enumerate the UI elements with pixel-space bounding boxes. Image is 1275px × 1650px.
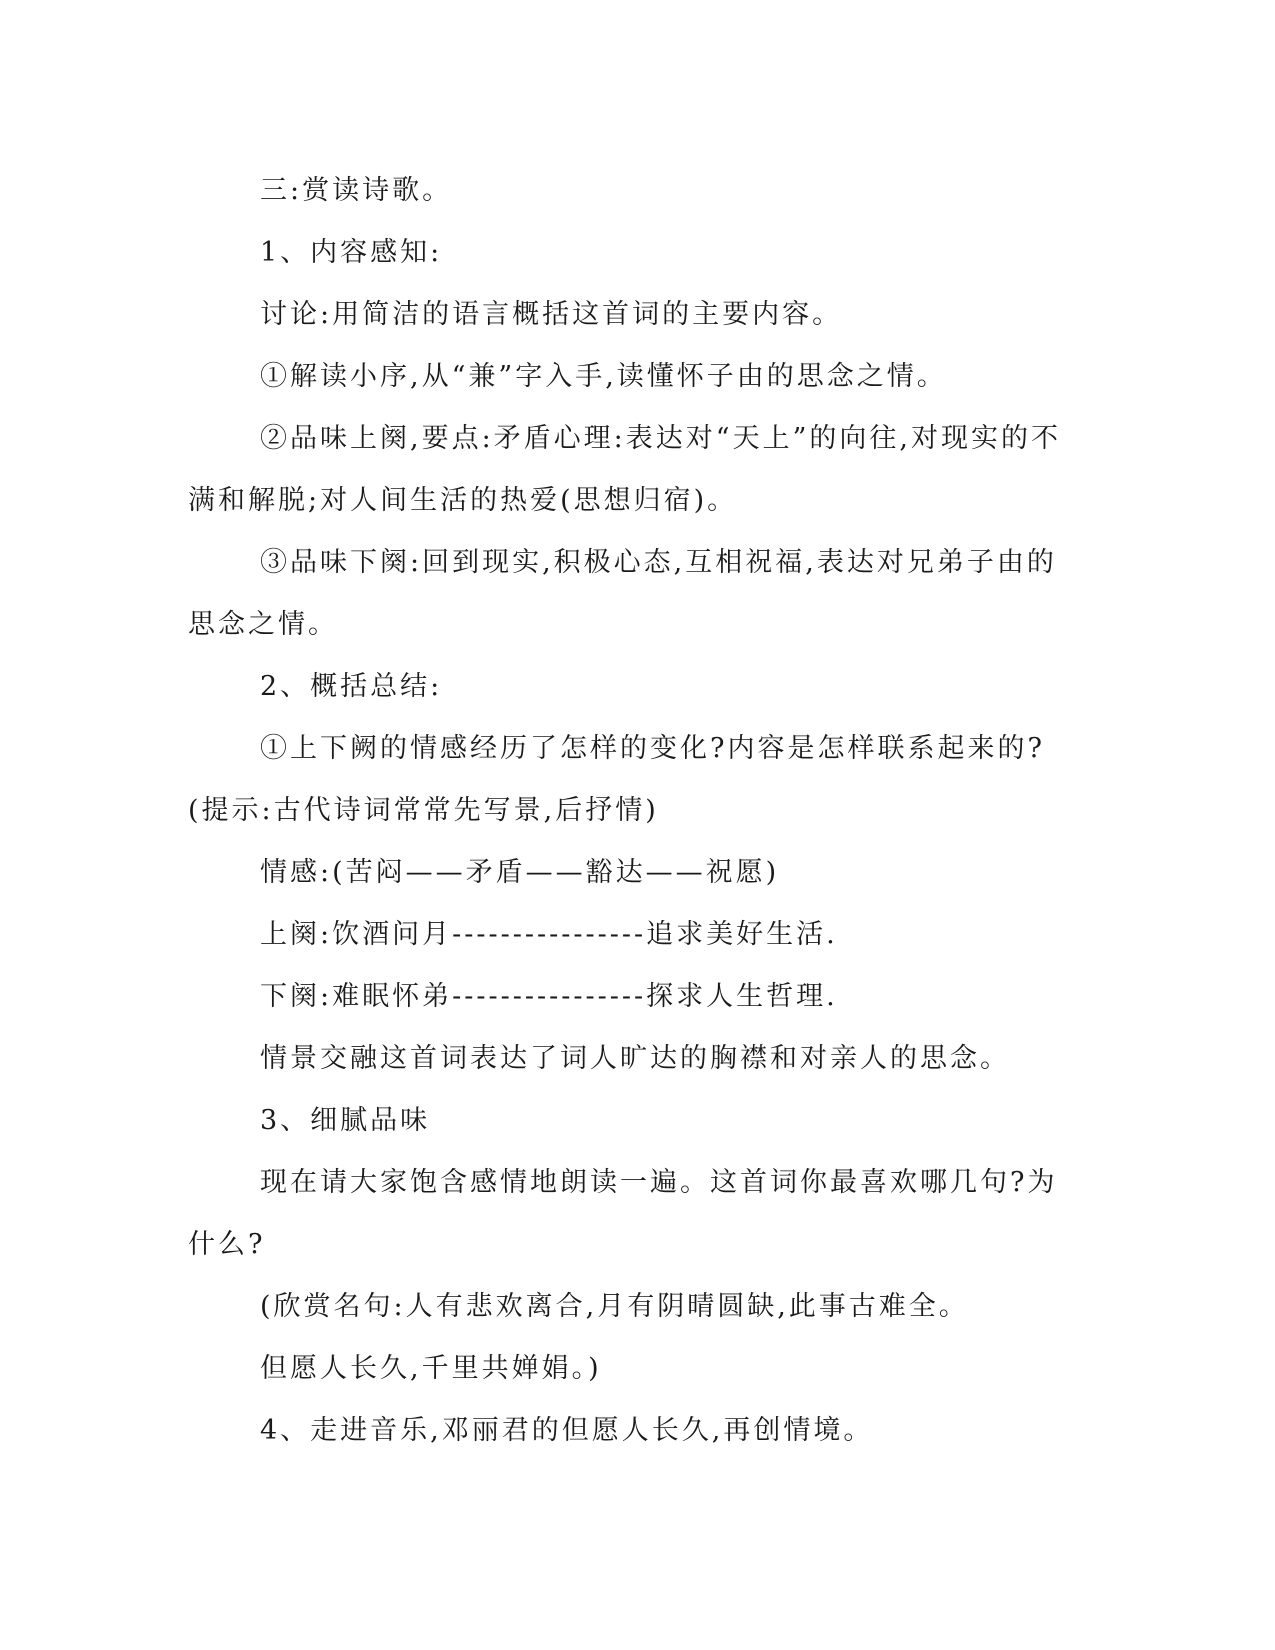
subheading-music: 4、走进音乐,邓丽君的但愿人长久,再创情境。: [260, 1415, 874, 1446]
paragraph-lower-summary: 下阕:难眠怀弟----------------探求人生哲理.: [260, 981, 838, 1012]
paragraph-discussion: 讨论:用简洁的语言概括这首词的主要内容。: [260, 299, 843, 330]
subheading-summary: 2、概括总结:: [260, 671, 443, 702]
paragraph-famous-lines-end: 但愿人长久,千里共婵娟。): [260, 1353, 602, 1384]
paragraph-emotion: 情感:(苦闷——矛盾——豁达——祝愿): [260, 857, 780, 888]
subheading-content-perception: 1、内容感知:: [260, 237, 443, 268]
paragraph-read-aloud: 现在请大家饱含感情地朗读一遍。这首词你最喜欢哪几句?为什么?: [188, 1167, 1058, 1260]
paragraph-emotion-change: ①上下阙的情感经历了怎样的变化?内容是怎样联系起来的?(提示:古代诗词常常先写景,后抒情): [188, 733, 1045, 826]
paragraph-upper-stanza: ②品味上阕,要点:矛盾心理:表达对“天上”的向往,对现实的不满和解脱;对人间生活的热爱(思想归宿)。: [188, 423, 1061, 516]
paragraph-upper-summary: 上阕:饮酒问月----------------追求美好生活.: [260, 919, 838, 950]
paragraph-famous-lines: (欣赏名句:人有悲欢离合,月有阴晴圆缺,此事古难全。: [260, 1291, 969, 1322]
document-body: [188, 160, 1078, 1462]
subheading-detailed-reading: 3、细腻品味: [260, 1105, 431, 1136]
paragraph-preface: ①解读小序,从“兼”字入手,读懂怀子由的思念之情。: [260, 361, 947, 392]
section-heading-appreciate: 三:赏读诗歌。: [260, 175, 453, 206]
paragraph-lower-stanza: ③品味下阕:回到现实,积极心态,互相祝福,表达对兄弟子由的思念之情。: [188, 547, 1057, 640]
paragraph-conclusion: 情景交融这首词表达了词人旷达的胸襟和对亲人的思念。: [260, 1043, 1010, 1074]
